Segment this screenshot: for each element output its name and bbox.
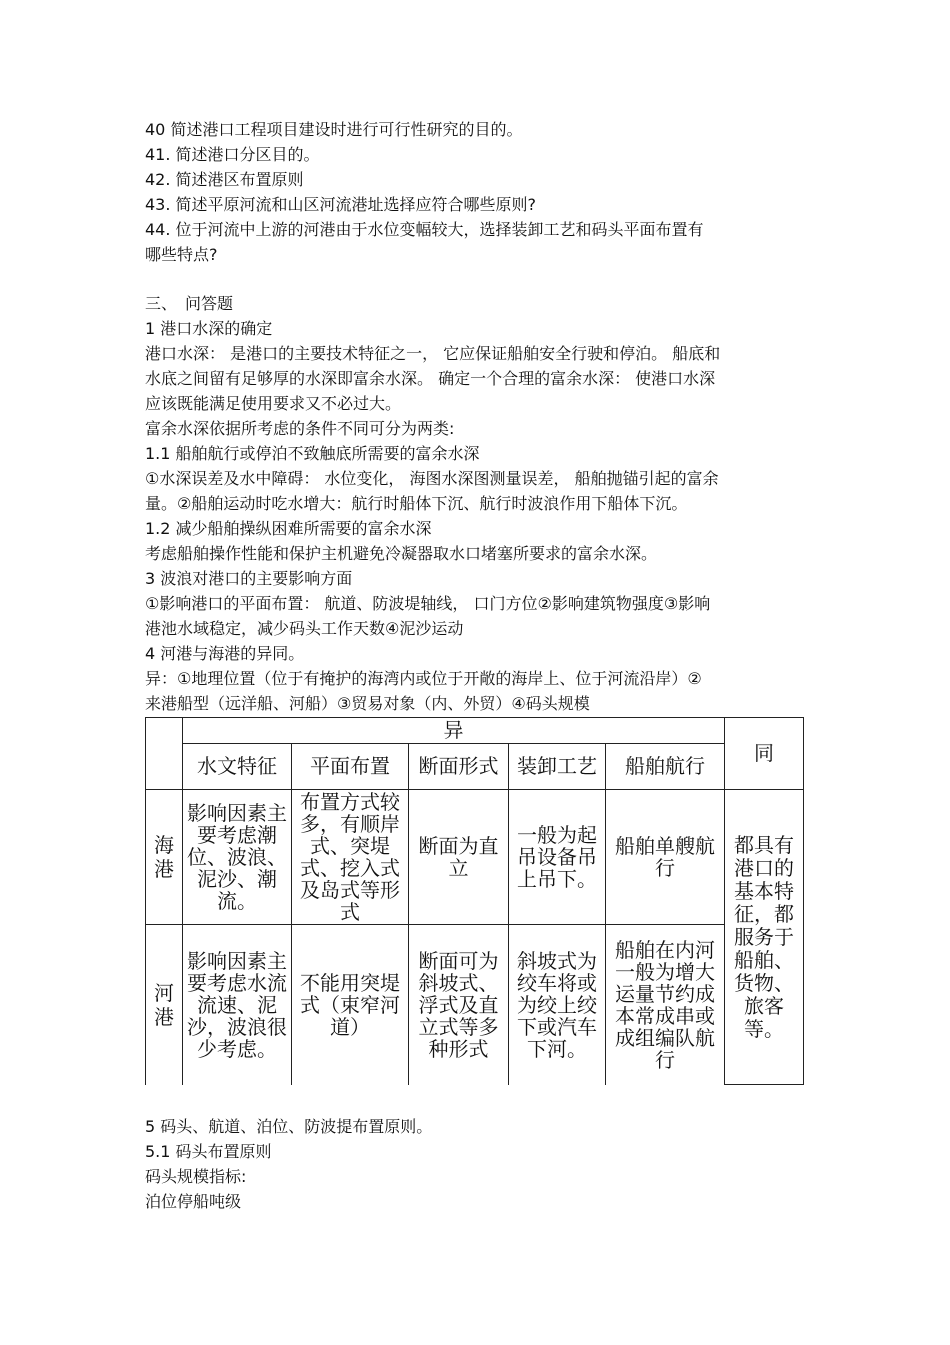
paragraph-line: 码头规模指标: [145, 1167, 247, 1186]
table-cell: 影响因素主要考虑潮位、波浪、泥沙、潮流。 [183, 790, 292, 925]
comparison-table [145, 717, 804, 1085]
paragraph-line: ①影响港口的平面布置： 航道、防波堤轴线， 口门方位②影响建筑物强度③影响 [145, 594, 711, 613]
table-cell: 布置方式较多，有顺岸式、突堤式、挖入式及岛式等形式 [292, 790, 409, 925]
paragraph-line: 量。②船舶运动时吃水增大：航行时船体下沉、航行时波浪作用下船体下沉。 [145, 494, 688, 513]
table-corner-cell [146, 718, 183, 790]
paragraph-line: 1.2 减少船舶操纵困难所需要的富余水深 [145, 519, 432, 538]
paragraph-line: 1.1 船舶航行或停泊不致触底所需要的富余水深 [145, 444, 480, 463]
question-40: 40 简述港口工程项目建设时进行可行性研究的目的。 [145, 120, 523, 139]
paragraph-line: 1 港口水深的确定 [145, 319, 273, 338]
question-41: 41. 简述港口分区目的。 [145, 145, 320, 164]
table-cell: 船舶单艘航行 [606, 790, 725, 925]
table-cell: 一般为起吊设备吊上吊下。 [509, 790, 606, 925]
paragraph-line: 异：①地理位置（位于有掩护的海湾内或位于开敞的海岸上、位于河流沿岸）② [145, 669, 702, 688]
column-header-section: 断面形式 [409, 744, 509, 790]
paragraph-line: 港口水深： 是港口的主要技术特征之一， 它应保证船舶安全行驶和停泊。 船底和 [145, 344, 721, 363]
paragraph-line: 港池水域稳定，减少码头工作天数④泥沙运动 [145, 619, 464, 638]
paragraph-line: 富余水深依据所考虑的条件不同可分为两类: [145, 419, 455, 438]
paragraph-line: 水底之间留有足够厚的水深即富余水深。 确定一个合理的富余水深： 使港口水深 [145, 369, 716, 388]
paragraph-line: 来港船型（远洋船、河船）③贸易对象（内、外贸）④码头规模 [145, 694, 590, 713]
column-header-navigation: 船舶航行 [606, 744, 725, 790]
paragraph-line: 4 河港与海港的异同。 [145, 644, 305, 663]
column-header-handling: 装卸工艺 [509, 744, 606, 790]
table-cell: 影响因素主要考虑水流流速、泥沙，波浪很少考虑。 [183, 925, 292, 1085]
column-header-hydrology: 水文特征 [183, 744, 292, 790]
question-43: 43. 简述平原河流和山区河流港址选择应符合哪些原则? [145, 195, 537, 214]
table-cell: 断面为直立 [409, 790, 509, 925]
column-header-layout: 平面布置 [292, 744, 409, 790]
paragraph-line: 5 码头、航道、泊位、防波提布置原则。 [145, 1117, 433, 1136]
paragraph-line: ①水深误差及水中障碍： 水位变化， 海图水深图测量误差， 船舶抛锚引起的富余 [145, 469, 719, 488]
same-header: 同 [725, 718, 804, 790]
paragraph-line: 应该既能满足使用要求又不必过大。 [145, 394, 402, 413]
question-44-line2: 哪些特点? [145, 245, 218, 264]
paragraph-line: 考虑船舶操作性能和保护主机避免冷凝器取水口堵塞所要求的富余水深。 [145, 544, 658, 563]
table-cell: 断面可为斜坡式、浮式及直立式等多种形式 [409, 925, 509, 1085]
paragraph-line: 3 波浪对港口的主要影响方面 [145, 569, 353, 588]
section-heading: 三、 问答题 [145, 294, 234, 313]
table-cell: 斜坡式为绞车将或为绞上绞下或汽车下河。 [509, 925, 606, 1085]
row-label-seaport: 海港 [146, 790, 183, 925]
paragraph-line: 5.1 码头布置原则 [145, 1142, 272, 1161]
row-label-river-port: 河港 [146, 925, 183, 1085]
diff-header: 异 [183, 718, 725, 744]
same-cell: 都具有港口的基本特征，都服务于船舶、货物、旅客等。 [725, 790, 804, 1085]
table-cell: 船舶在内河一般为增大运量节约成本常成串或成组编队航行 [606, 925, 725, 1085]
question-44-line1: 44. 位于河流中上游的河港由于水位变幅较大，选择装卸工艺和码头平面布置有 [145, 220, 704, 239]
question-42: 42. 简述港区布置原则 [145, 170, 304, 189]
paragraph-line: 泊位停船吨级 [145, 1192, 242, 1211]
table-cell: 不能用突堤式（束窄河道） [292, 925, 409, 1085]
